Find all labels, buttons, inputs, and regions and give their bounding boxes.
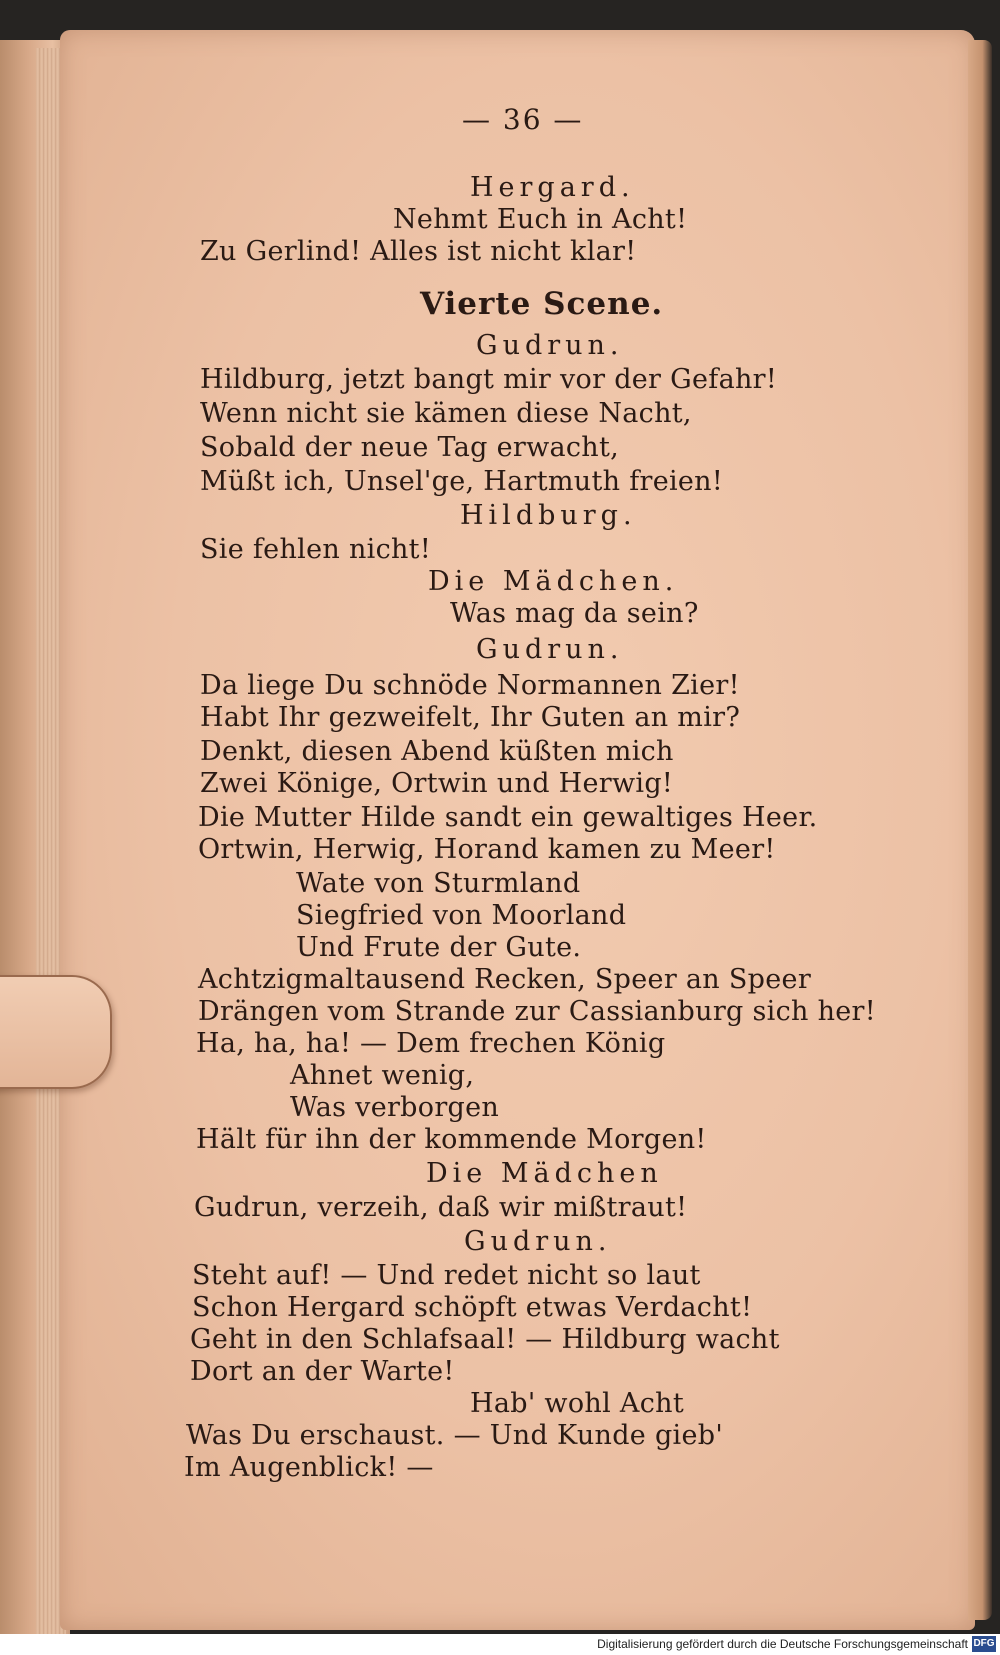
verse-line: Was mag da sein? [450, 598, 699, 629]
verse-line: Ahnet wenig, [290, 1060, 475, 1091]
speaker-name: Die Mädchen. [428, 566, 679, 597]
speaker-name: Hergard. [470, 172, 635, 203]
verse-line: Sie fehlen nicht! [200, 534, 431, 565]
verse-line: Drängen vom Strande zur Cassianburg sich her! [198, 996, 876, 1027]
verse-line: Achtzigmaltausend Recken, Speer an Speer [198, 964, 812, 995]
scene-title: Vierte Scene. [420, 286, 664, 322]
verse-line: Die Mutter Hilde sandt ein gewaltiges Heer. [198, 802, 818, 833]
verse-line: Da liege Du schnöde Normannen Zier! [200, 670, 740, 701]
verse-line: Was verborgen [290, 1092, 500, 1123]
verse-line: Hält für ihn der kommende Morgen! [196, 1124, 707, 1155]
dfg-logo: DFG [972, 1636, 996, 1652]
speaker-name: Gudrun. [464, 1226, 612, 1257]
speaker-name: Gudrun. [476, 634, 624, 665]
verse-line: Sobald der neue Tag erwacht, [200, 432, 620, 463]
verse-line: Was Du erschaust. — Und Kunde gieb' [186, 1420, 724, 1451]
verse-line: Habt Ihr gezweifelt, Ihr Guten an mir? [200, 702, 741, 733]
verse-line: Steht auf! — Und redet nicht so laut [192, 1260, 701, 1291]
verse-line: Zu Gerlind! Alles ist nicht klar! [200, 236, 637, 267]
speaker-name: Die Mädchen [426, 1158, 663, 1189]
verse-line: Ha, ha, ha! — Dem frechen König [196, 1028, 666, 1059]
verse-line: Ortwin, Herwig, Horand kamen zu Meer! [198, 834, 776, 865]
verse-line: Müßt ich, Unsel'ge, Hartmuth freien! [200, 466, 724, 497]
verse-line: Wate von Sturmland [296, 868, 581, 899]
digitization-footer [0, 1634, 1000, 1655]
speaker-name: Gudrun. [476, 330, 624, 361]
verse-line: Im Augenblick! — [184, 1452, 434, 1483]
verse-line: Siegfried von Moorland [296, 900, 627, 931]
footer-credit: Digitalisierung gefördert durch die Deutsche Forschungsgemeinschaft [597, 1637, 968, 1651]
verse-line: Nehmt Euch in Acht! [393, 204, 688, 235]
verse-line: Dort an der Warte! [190, 1356, 455, 1387]
verse-line: Hab' wohl Acht [470, 1388, 684, 1419]
verse-line: Gudrun, verzeih, daß wir mißtraut! [194, 1192, 688, 1223]
verse-line: Zwei Könige, Ortwin und Herwig! [200, 768, 674, 799]
verse-line: Hildburg, jetzt bangt mir vor der Gefahr! [200, 364, 778, 395]
verse-line: Denkt, diesen Abend küßten mich [200, 736, 674, 767]
verse-line: Wenn nicht sie kämen diese Nacht, [200, 398, 692, 429]
verse-line: Und Frute der Gute. [296, 932, 582, 963]
verse-line: Schon Hergard schöpft etwas Verdacht! [192, 1292, 753, 1323]
verse-line: Geht in den Schlafsaal! — Hildburg wacht [190, 1324, 780, 1355]
page-number: — 36 — [462, 103, 584, 136]
speaker-name: Hildburg. [460, 500, 637, 531]
